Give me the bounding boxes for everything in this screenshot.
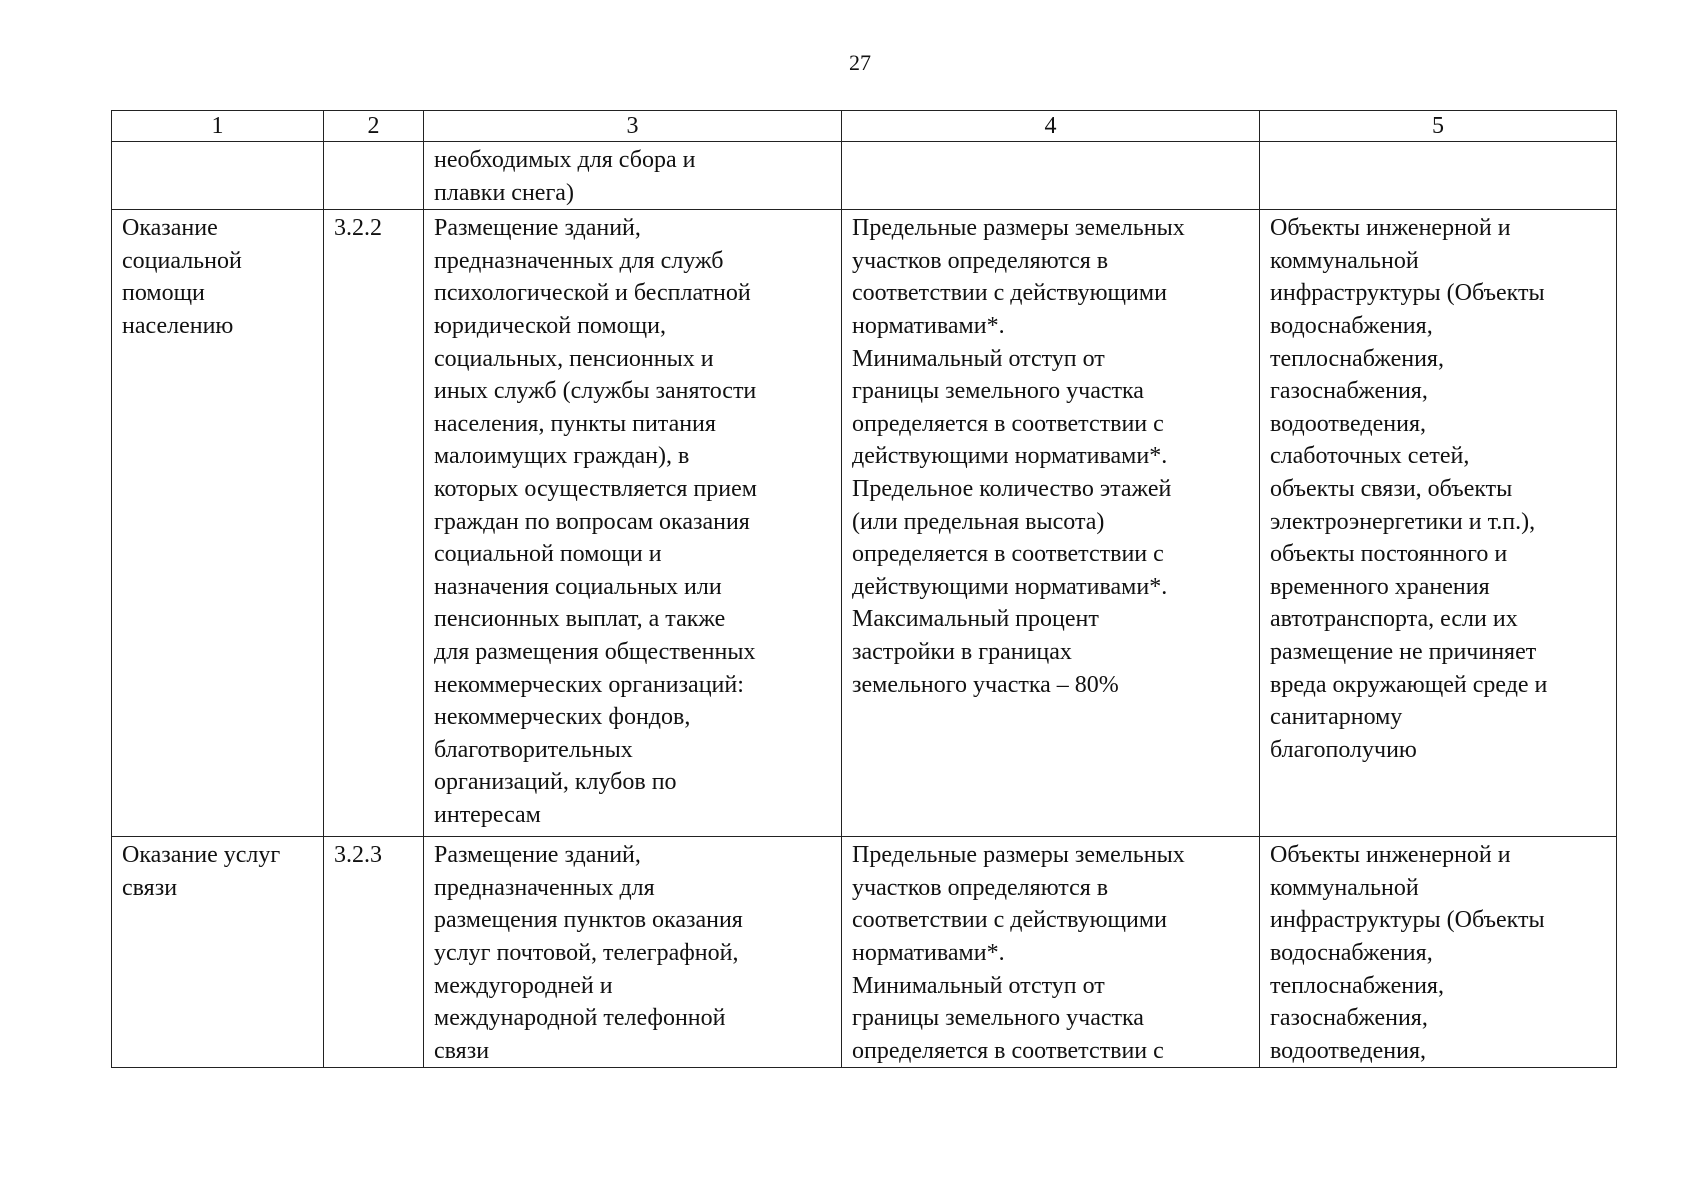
use-type-code-cell <box>324 142 424 210</box>
parameters-cell <box>842 142 1260 210</box>
parameters-cell: Предельные размеры земельных участков определяются в соответствии с действующими нормативами*. Минимальный отступ от границы земельного участка определяется в соответствии с действующими нормативами*. Предельное количество этажей (или предельная высота) определяется в соответствии с действующими нормативами*. Максимальный процент застройки в границах земельного участка – 80% <box>842 210 1260 837</box>
parameters-cell: Предельные размеры земельных участков определяются в соответствии с действующими нормативами*. Минимальный отступ от границы земельного участка определяется в соответствии с <box>842 837 1260 1068</box>
use-description-cell: необходимых для сбора и плавки снега) <box>424 142 842 210</box>
auxiliary-uses-cell: Объекты инженерной и коммунальной инфраструктуры (Объекты водоснабжения, теплоснабжения, газоснабжения, водоотведения, <box>1260 837 1617 1068</box>
column-header: 2 <box>324 111 424 142</box>
column-header: 5 <box>1260 111 1617 142</box>
auxiliary-uses-cell <box>1260 142 1617 210</box>
use-type-name-cell: Оказание социальной помощи населению <box>112 210 324 837</box>
table-row <box>112 210 1617 837</box>
use-type-code-cell: 3.2.2 <box>324 210 424 837</box>
land-use-table <box>111 110 1617 1068</box>
column-header: 1 <box>112 111 324 142</box>
use-description-cell: Размещение зданий, предназначенных для служб психологической и бесплатной юридической помощи, социальных, пенсионных и иных служб (службы занятости населения, пункты питания малоимущих граждан), в которых осуществляется прием граждан по вопросам оказания социальной помощи и назначения социальных или пенсионных выплат, а также для размещения общественных некоммерческих организаций: некоммерческих фондов, благотворительных организаций, клубов по интересам <box>424 210 842 837</box>
column-header: 3 <box>424 111 842 142</box>
column-header: 4 <box>842 111 1260 142</box>
page-number: 27 <box>849 50 871 75</box>
table-header-row <box>112 111 1617 142</box>
use-type-name-cell: Оказание услуг связи <box>112 837 324 1068</box>
auxiliary-uses-cell: Объекты инженерной и коммунальной инфраструктуры (Объекты водоснабжения, теплоснабжения, газоснабжения, водоотведения, слаботочных сетей, объекты связи, объекты электроэнергетики и т.п.), объекты постоянного и временного хранения автотранспорта, если их размещение не причиняет вреда окружающей среде и санитарному благополучию <box>1260 210 1617 837</box>
table-row <box>112 837 1617 1068</box>
use-description-cell: Размещение зданий, предназначенных для размещения пунктов оказания услуг почтовой, телеграфной, междугородней и международной телефонной связи <box>424 837 842 1068</box>
table-row <box>112 142 1617 210</box>
use-type-code-cell: 3.2.3 <box>324 837 424 1068</box>
use-type-name-cell <box>112 142 324 210</box>
